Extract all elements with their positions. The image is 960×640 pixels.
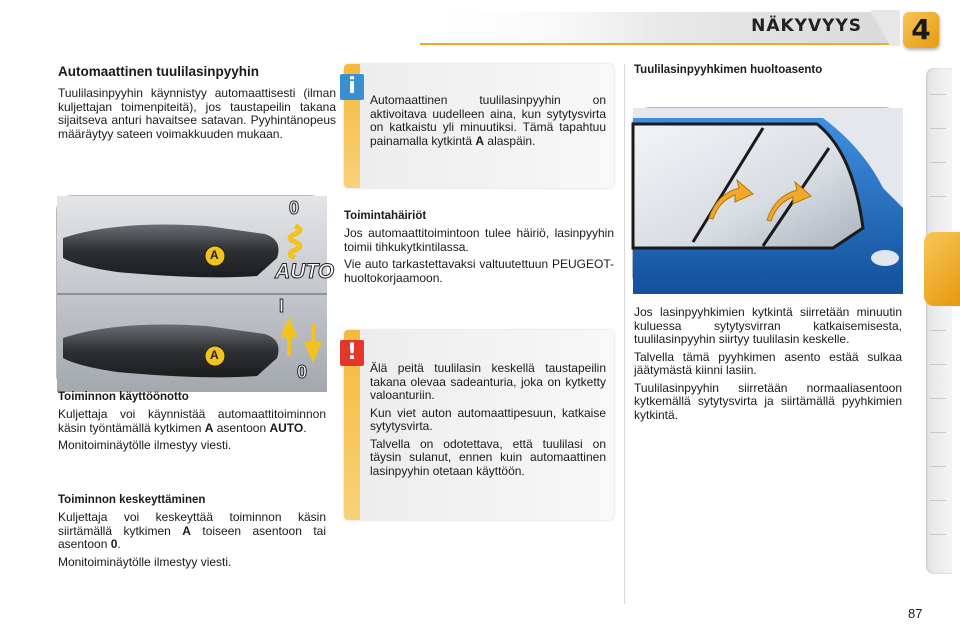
auto-ref: AUTO (269, 420, 304, 435)
start-message-text: Monitoiminäytölle ilmestyy viesti. (58, 438, 232, 452)
tab-divider (930, 534, 946, 535)
position-one-label: I (279, 296, 285, 316)
wiper-service-position-photo (632, 107, 902, 293)
tab-divider (930, 162, 946, 163)
wiper-stalk-figure (56, 195, 335, 391)
warning-text: Kun viet auton automaattipesuun, katkaise sytytysvirta. (370, 405, 606, 433)
tab-divider (930, 500, 946, 501)
position-zero-label: 0 (297, 362, 308, 382)
info-box-paragraph (370, 94, 606, 148)
tab-divider (930, 398, 946, 399)
tab-divider (930, 432, 946, 433)
service-position-paragraph (634, 306, 902, 426)
stop-heading: Toiminnon keskeyttäminen (58, 494, 206, 506)
warning-text: Talvella on odotettava, että tuulilasi on täysin sulanut, ennen kuin automaattinen lasinpyyhin otetaan käyttöön. (370, 436, 606, 478)
car-windscreen-illustration (633, 108, 903, 294)
info-box (344, 64, 614, 188)
switch-a-ref: A (204, 420, 214, 435)
faults-paragraph (344, 227, 614, 289)
tab-divider (930, 94, 946, 95)
position-zero-label: 0 (289, 198, 300, 218)
stop-paragraph (58, 511, 326, 573)
stop-text-part: Kuljettaja voi keskeyttää toiminnon käsin siirtämällä kytkimen (58, 510, 326, 538)
column-divider (624, 64, 625, 604)
faults-heading: Toimintahäiriöt (344, 210, 427, 222)
intro-paragraph (58, 87, 336, 145)
tab-divider (930, 128, 946, 129)
warning-text: Älä peitä tuulilasin keskellä taustapeilin takana olevaa sadeanturia, joka on kytketty valoanturiin. (370, 361, 606, 402)
start-heading: Toiminnon käyttöönotto (58, 391, 189, 403)
switch-a-ref: A (475, 133, 485, 148)
service-position-heading: Tuulilasinpyyhkimen huoltoasento (634, 64, 823, 76)
service-text: Jos lasinpyyhkimien kytkintä siirretään minuutin kuluessa sytytysvirran katkaisemisesta, tuulilasinpyyhin siirtyy tuulilasin keskelle. (634, 305, 902, 346)
position-auto-label: AUTO (275, 260, 335, 283)
tab-divider (930, 196, 946, 197)
page-number: 87 (908, 606, 923, 621)
wiper-stalk-illustration (57, 196, 327, 392)
start-paragraph (58, 408, 326, 457)
section-title: Automaattinen tuulilasinpyyhin (58, 64, 260, 79)
stop-text (58, 511, 326, 552)
faults-text: Vie auto tarkastettavaksi valtuutettuun PEUGEOT-huoltokorjaamoon. (344, 257, 614, 285)
stop-message-text: Monitoiminäytölle ilmestyy viesti. (58, 554, 232, 569)
start-text-part: . (303, 420, 307, 435)
intro-text: Tuulilasinpyyhin käynnistyy automaattisesti (ilman kuljettajan toimenpiteitä), jos taustapeilin takana sijaitseva anturi havaitsee satavan. Pyyhintänopeus määräytyy sateen voimakkuuden mukaan. (58, 86, 336, 141)
button-a-label: A (210, 248, 219, 262)
zero-ref: 0 (110, 537, 118, 551)
stop-text-part: toiseen asentoon tai asentoon (58, 523, 326, 551)
tab-divider (930, 330, 946, 331)
warning-box (344, 330, 614, 520)
info-icon: i (340, 74, 364, 100)
info-text-part: alaspäin. (484, 133, 536, 148)
stop-text-part: . (117, 537, 121, 551)
start-text-part: Kuljettaja voi käynnistää automaattitoiminnon käsin työntämällä kytkimen (58, 407, 326, 435)
faults-text: Jos automaattitoimintoon tulee häiriö, lasinpyyhin toimii tihkukytkintilassa. (344, 226, 614, 254)
info-box-text (370, 94, 606, 152)
button-a-label: A (210, 348, 219, 362)
warning-box-text (370, 362, 606, 482)
service-text: Talvella tämä pyyhkimen asento estää sulkaa jäätymästä kiinni lasiin. (634, 349, 902, 377)
service-text: Tuulilasinpyyhin siirretään normaaliasentoon kytkemällä sytytysvirta ja siirtämällä pyyhkimien kytkintä. (634, 380, 902, 422)
chapter-tab-active (924, 232, 960, 306)
tab-divider (930, 466, 946, 467)
chapter-title: NÄKYVYYS (751, 16, 862, 36)
tab-divider (930, 364, 946, 365)
info-text-part: Automaattinen tuulilasinpyyhin on aktivoitava uudelleen aina, kun sytytysvirta on katkaistu yli minuutiksi. Tämä tapahtuu painamalla kytkintä (370, 93, 606, 148)
chapter-side-tabs (926, 68, 952, 574)
warning-icon: ! (340, 340, 364, 366)
switch-a-ref: A (182, 523, 191, 538)
chapter-number-badge: 4 (903, 12, 939, 48)
start-text (58, 408, 326, 435)
start-text-part: asentoon (213, 420, 270, 435)
